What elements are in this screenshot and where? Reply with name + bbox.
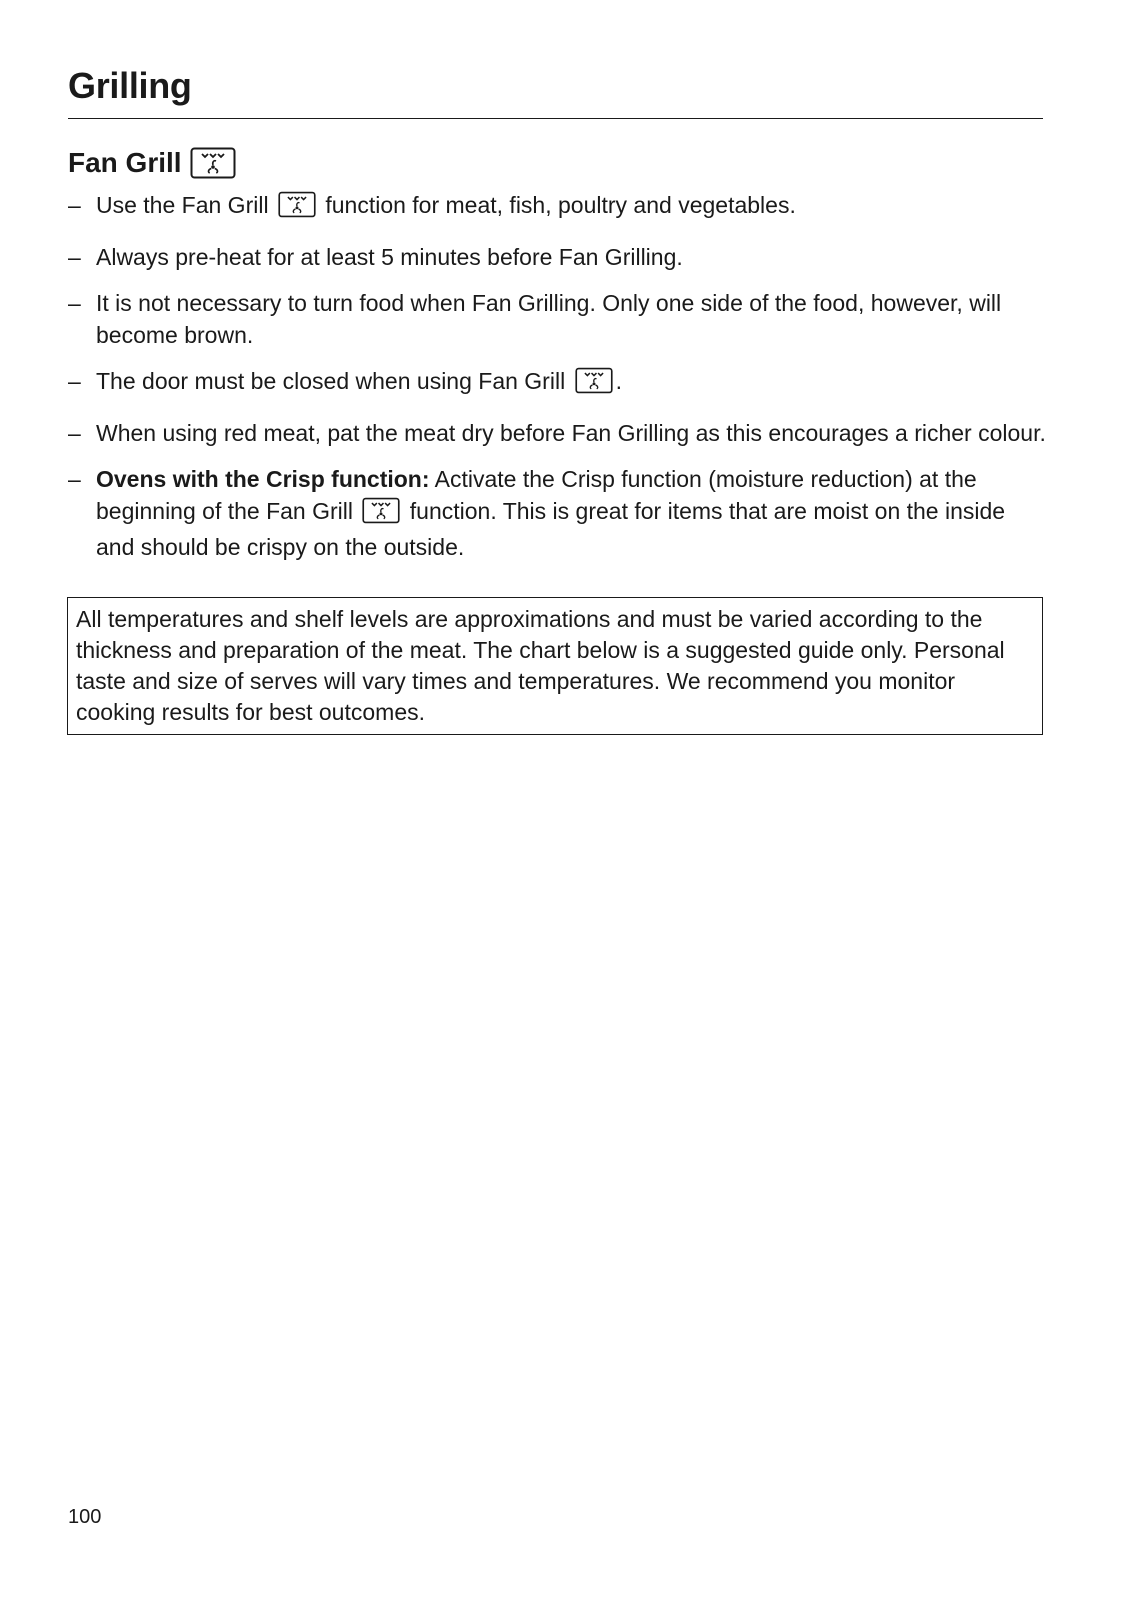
- fan-grill-icon: [190, 147, 236, 179]
- list-item: [68, 190, 1048, 227]
- bullet-text: Activate the Crisp function (moisture reduction) at the beginning of the Fan Grill: [96, 466, 977, 524]
- bullet-dash: –: [68, 466, 81, 492]
- bullet-bold-lead: Ovens with the Crisp function:: [96, 466, 430, 492]
- bullet-text: The door must be closed when using Fan Grill: [96, 368, 566, 394]
- bullet-dash: –: [68, 290, 81, 316]
- bullet-text-continued: .: [615, 368, 622, 394]
- fan-grill-icon: [278, 191, 316, 227]
- fan-grill-icon: [362, 497, 400, 533]
- list-item: [68, 242, 1048, 274]
- list-item: [68, 464, 1048, 564]
- list-item: [68, 288, 1048, 351]
- bullet-dash: –: [68, 192, 81, 218]
- bullet-text: It is not necessary to turn food when Fan Grilling. Only one side of the food, however, will become brown.: [96, 290, 1002, 348]
- instruction-list: [68, 190, 1048, 579]
- bullet-dash: –: [68, 243, 81, 270]
- fan-grill-icon: [575, 367, 613, 403]
- bullet-text: Use the Fan Grill: [96, 192, 269, 218]
- bullet-text: When using red meat, pat the meat dry before Fan Grilling as this encourages a richer colour.: [96, 419, 1046, 446]
- page-number: 100: [68, 1506, 102, 1528]
- section-heading-text: Fan Grill: [68, 147, 182, 178]
- bullet-text-continued: function for meat, fish, poultry and vegetables.: [325, 192, 796, 218]
- note-text: All temperatures and shelf levels are approximations and must be varied according to the thickness and preparation of the meat. The chart below is a suggested guide only. Personal taste and size of serves will vary times and temperatures. We recommend you monitor cooking results for best outcomes.: [76, 606, 1005, 725]
- list-item: [68, 418, 1048, 450]
- title-divider: [68, 118, 1043, 119]
- note-box: [67, 597, 1043, 735]
- list-item: [68, 366, 1048, 403]
- page-title: Grilling: [68, 65, 192, 106]
- bullet-text: Always pre-heat for at least 5 minutes before Fan Grilling.: [96, 243, 683, 270]
- bullet-text-continued: function. This is great for items that are moist on the inside and should be crispy on the outside.: [96, 497, 1006, 560]
- section-heading: [68, 146, 236, 180]
- bullet-dash: –: [68, 368, 81, 394]
- bullet-dash: –: [68, 419, 81, 446]
